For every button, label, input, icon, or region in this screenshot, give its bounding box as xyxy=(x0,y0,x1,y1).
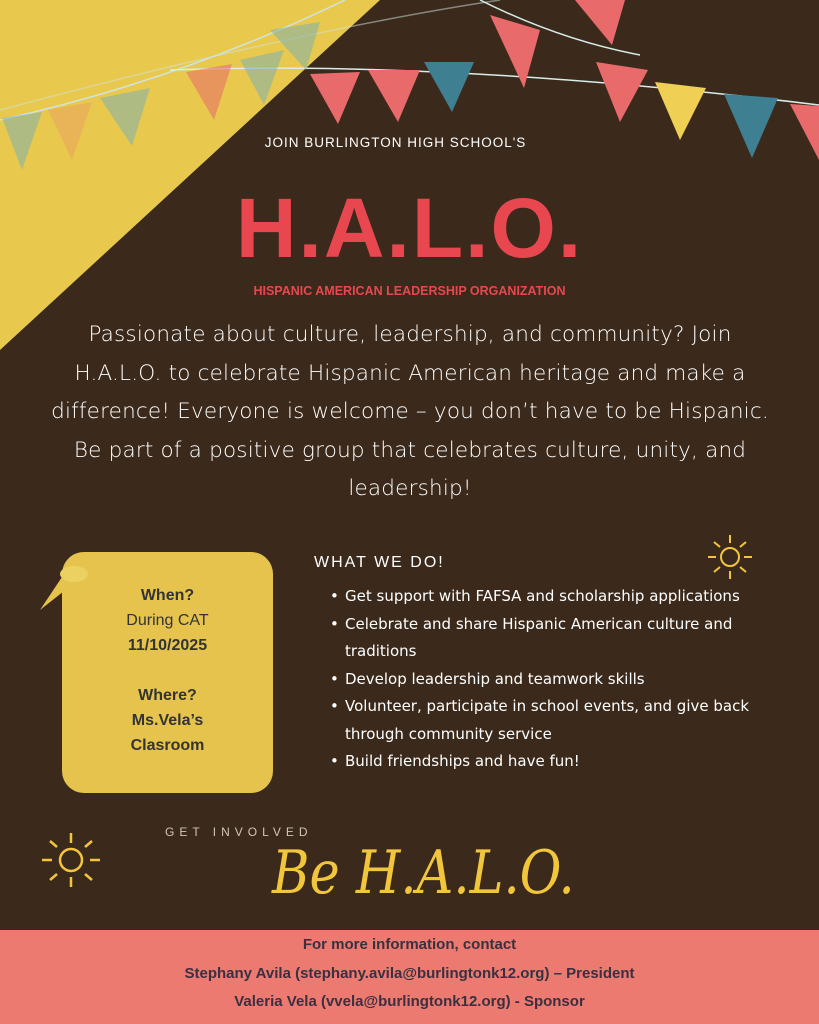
where-label: Where? xyxy=(138,687,197,704)
slogan: Be H.A.L.O. xyxy=(272,838,575,908)
sun-icon xyxy=(702,532,758,582)
contact-footer xyxy=(0,930,819,1024)
what-we-do-heading: WHAT WE DO! xyxy=(314,554,445,571)
when-label: When? xyxy=(140,587,195,604)
get-involved-label: GET INVOLVED xyxy=(165,825,313,839)
contact-sponsor: Valeria Vela (vvela@burlingtonk12.org) - Sponsor xyxy=(234,993,585,1010)
star-icon xyxy=(38,560,94,614)
event-date: 11/10/2025 xyxy=(127,637,208,654)
list-item: • Build friendships and have fun! xyxy=(330,748,770,776)
intro-paragraph: Passionate about culture, leadership, and community? Join H.A.L.O. to celebrate Hispanic American heritage and make a difference! Everyone is welcome – you don’t have to be Hispanic. Be part of a positive group that celebrates culture, unity, and leadership! xyxy=(51,322,769,501)
page-title: H.A.L.O. xyxy=(235,181,584,275)
what-we-do-list xyxy=(330,583,770,776)
contact-president: Stephany Avila (stephany.avila@burlingtonk12.org) – President xyxy=(184,964,635,982)
list-item: • Get support with FAFSA and scholarship applications xyxy=(330,583,770,611)
organization-full-name: HISPANIC AMERICAN LEADERSHIP ORGANIZATION xyxy=(253,284,566,298)
when-value: During CAT xyxy=(126,612,209,629)
list-item: • Celebrate and share Hispanic American culture and traditions xyxy=(330,611,770,666)
list-item: • Develop leadership and teamwork skills xyxy=(330,666,770,694)
list-item: • Volunteer, participate in school events, and give back through community service xyxy=(330,693,770,748)
contact-heading: For more information, contact xyxy=(302,936,517,953)
where-line-1: Ms.Vela’s xyxy=(131,712,204,729)
sun-icon xyxy=(36,830,106,892)
where-line-2: Clasroom xyxy=(130,737,205,754)
intro-kicker: JOIN BURLINGTON HIGH SCHOOL'S xyxy=(264,135,527,150)
